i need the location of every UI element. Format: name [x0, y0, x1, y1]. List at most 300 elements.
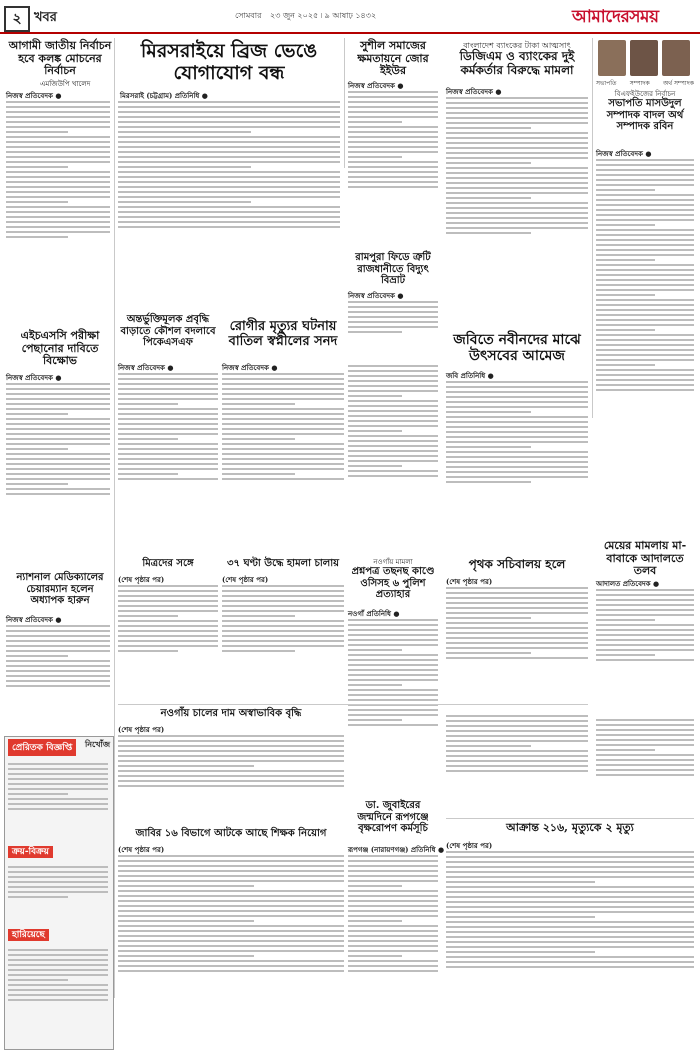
text-line: [348, 935, 438, 937]
text-line: [348, 475, 438, 477]
article-headline: ডিজিএম ও ব্যাংকের দুই কর্মকর্তার বিরুদ্ধে মামলা: [459, 49, 575, 77]
text-line: [446, 851, 694, 853]
text-line: [446, 132, 588, 134]
text-line: [222, 448, 344, 450]
article-body: [348, 298, 438, 356]
text-line: [446, 112, 588, 114]
text-line: [348, 689, 438, 691]
text-line: [348, 679, 438, 681]
text-line: [596, 294, 655, 296]
text-line: [348, 410, 438, 412]
text-line: [596, 289, 694, 291]
text-line: [596, 759, 694, 761]
article-headline: সুশীল সমাজের ক্ষমতায়নে জোর ইইউর: [357, 39, 429, 78]
text-line: [348, 644, 438, 646]
text-line: [348, 860, 438, 862]
text-line: [222, 600, 344, 602]
text-line: [348, 619, 438, 621]
text-line: [222, 433, 344, 435]
text-line: [348, 945, 438, 947]
text-line: [596, 334, 694, 336]
text-line: [118, 126, 340, 128]
text-line: [446, 592, 588, 594]
text-line: [222, 383, 344, 385]
article-byline: আদালত প্রতিবেদক ●: [596, 579, 660, 588]
text-line: [118, 423, 218, 425]
text-line: [446, 192, 588, 194]
text-line: [118, 443, 218, 445]
text-line: [118, 620, 218, 622]
text-line: [118, 378, 218, 380]
text-line: [446, 197, 531, 199]
text-line: [348, 885, 402, 887]
text-line: [446, 760, 588, 762]
masthead-logo: আমাদেরসময়: [572, 7, 659, 27]
text-line: [446, 876, 694, 878]
text-line: [8, 896, 68, 898]
text-line: [6, 186, 110, 188]
text-line: [118, 151, 340, 153]
text-line: [118, 413, 218, 415]
text-line: [596, 284, 694, 286]
text-line: [446, 172, 588, 174]
text-line: [118, 930, 344, 932]
text-line: [118, 610, 218, 612]
text-line: [596, 224, 655, 226]
text-line: [222, 478, 344, 480]
text-line: [118, 595, 218, 597]
text-line: [446, 202, 588, 204]
classified-tag: ক্রয়-বিক্রয়: [8, 846, 53, 858]
text-line: [348, 405, 438, 407]
article-body: [348, 616, 438, 796]
text-line: [348, 186, 438, 188]
text-line: [446, 386, 588, 388]
text-line: [348, 440, 438, 442]
text-line: [446, 107, 588, 109]
text-line: [446, 157, 588, 159]
text-line: [118, 960, 344, 962]
masthead-rule: [0, 32, 700, 34]
text-line: [6, 393, 110, 395]
column-divider: [344, 38, 345, 168]
article-body: [596, 716, 694, 814]
article-byline: নিজস্ব প্রতিবেদক ●: [6, 615, 62, 624]
section-name: খবর: [34, 10, 57, 25]
article-headline: ডা. জুবাইরের জন্মদিনে রূপগঞ্জে বৃক্ষরোপণ কর্মসূচি: [357, 800, 429, 834]
text-line: [348, 875, 438, 877]
text-line: [6, 398, 110, 400]
text-line: [446, 647, 588, 649]
text-line: [6, 126, 110, 128]
article-body: [348, 362, 438, 552]
text-line: [446, 142, 588, 144]
text-line: [348, 649, 402, 651]
column-divider: [592, 38, 593, 418]
text-line: [222, 373, 344, 375]
article-body: [6, 622, 110, 730]
day-label: সোমবার: [235, 11, 262, 20]
photo-caption: সভাপতি: [596, 80, 617, 87]
text-line: [596, 659, 694, 661]
text-line: [596, 299, 694, 301]
text-line: [446, 421, 588, 423]
text-line: [6, 403, 110, 405]
text-line: [6, 111, 110, 113]
text-line: [596, 654, 655, 656]
text-line: [348, 106, 438, 108]
text-line: [118, 428, 218, 430]
article-body: [446, 584, 588, 706]
text-line: [348, 121, 402, 123]
text-line: [222, 393, 344, 395]
text-line: [6, 136, 110, 138]
text-line: [222, 473, 295, 475]
text-line: [596, 739, 694, 741]
text-line: [222, 408, 344, 410]
text-line: [118, 171, 340, 173]
text-line: [6, 383, 110, 385]
text-line: [348, 370, 438, 372]
text-line: [8, 999, 108, 1001]
text-line: [348, 156, 402, 158]
text-line: [348, 435, 438, 437]
text-line: [596, 259, 655, 261]
text-line: [348, 634, 438, 636]
text-line: [596, 764, 694, 766]
text-line: [446, 416, 588, 418]
text-line: [596, 729, 694, 731]
text-line: [222, 428, 344, 430]
text-line: [8, 969, 108, 971]
text-line: [8, 783, 108, 785]
text-line: [118, 780, 344, 782]
text-line: [6, 433, 110, 435]
text-line: [446, 911, 694, 913]
text-line: [118, 468, 218, 470]
text-line: [6, 453, 110, 455]
text-line: [446, 901, 694, 903]
text-line: [118, 955, 254, 957]
lead-headline: মিরসরাইয়ে ব্রিজ ভেঙে যোগাযোগ বন্ধ: [140, 40, 318, 84]
text-line: [348, 91, 438, 93]
text-line: [118, 226, 340, 228]
text-line: [596, 624, 694, 626]
text-line: [446, 725, 588, 727]
article-headline: ন্যাশনাল মেডিক্যালের চেয়ারম্যান হলেন অধ্যাপক হারুন: [16, 572, 104, 606]
text-line: [222, 635, 344, 637]
text-line: [446, 381, 588, 383]
text-line: [596, 204, 694, 206]
text-line: [348, 181, 438, 183]
article-byline: নিজস্ব প্রতিবেদক ●: [596, 149, 652, 158]
text-line: [348, 709, 438, 711]
text-line: [118, 191, 340, 193]
text-line: [348, 415, 438, 417]
text-line: [596, 629, 694, 631]
date-label: ২৩ জুন ২০২৫ ৷ ৯ আষাঢ় ১৪৩২: [270, 11, 377, 20]
article-headline: মিত্রদের সঙ্গে: [142, 558, 194, 569]
text-line: [118, 890, 344, 892]
text-line: [446, 735, 588, 737]
text-line: [348, 301, 438, 303]
text-line: [8, 959, 108, 961]
text-line: [446, 881, 595, 883]
text-line: [596, 189, 655, 191]
text-line: [446, 946, 694, 948]
text-line: [118, 750, 344, 752]
photo-caption: অর্থ সম্পাদক: [662, 80, 694, 87]
text-line: [118, 970, 344, 972]
text-line: [446, 187, 588, 189]
article-headline: অন্তর্ভুক্তিমূলক প্রবৃদ্ধি বাড়াতে কৌশল বদলাবে পিকেএসএফ: [120, 314, 216, 348]
text-line: [118, 216, 340, 218]
text-line: [348, 659, 438, 661]
text-line: [118, 935, 344, 937]
article-headline: নওগাঁয় চালের দাম অস্বাভাবিক বৃদ্ধি: [160, 708, 302, 719]
text-line: [446, 476, 588, 478]
text-line: [118, 383, 218, 385]
text-line: [6, 216, 110, 218]
text-line: [596, 604, 694, 606]
text-line: [596, 174, 694, 176]
text-line: [348, 970, 438, 972]
text-line: [6, 483, 68, 485]
text-line: [222, 413, 344, 415]
text-line: [118, 141, 340, 143]
text-line: [596, 274, 694, 276]
text-line: [348, 96, 438, 98]
text-line: [222, 645, 344, 647]
text-line: [596, 639, 694, 641]
text-line: [348, 905, 438, 907]
text-line: [348, 151, 438, 153]
text-line: [118, 920, 254, 922]
text-line: [596, 169, 694, 171]
text-line: [446, 936, 694, 938]
text-line: [596, 724, 694, 726]
text-line: [8, 989, 108, 991]
text-line: [6, 196, 110, 198]
article-headline: রোগীর মৃত্যুর ঘটনায় বাতিল স্বপ্নীলের সনদ: [228, 319, 338, 349]
text-line: [348, 920, 402, 922]
text-line: [348, 960, 438, 962]
text-line: [348, 331, 402, 333]
text-line: [118, 760, 344, 762]
text-line: [118, 398, 218, 400]
text-line: [6, 468, 110, 470]
text-line: [118, 590, 218, 592]
text-line: [222, 605, 344, 607]
text-line: [348, 420, 438, 422]
text-line: [446, 406, 588, 408]
text-line: [596, 589, 694, 591]
text-line: [118, 478, 218, 480]
text-line: [118, 605, 218, 607]
article-body: [348, 852, 438, 1046]
article-kicker: নওগাঁয় মামলা: [373, 558, 413, 566]
text-line: [118, 945, 344, 947]
text-line: [348, 375, 438, 377]
text-line: [446, 715, 588, 717]
article-byline: (শেষ পৃষ্ঠার পর): [222, 575, 269, 584]
text-line: [446, 652, 531, 654]
text-line: [348, 664, 438, 666]
text-line: [446, 426, 588, 428]
text-line: [596, 209, 694, 211]
text-line: [348, 326, 438, 328]
text-line: [446, 137, 588, 139]
text-line: [446, 916, 595, 918]
text-line: [6, 428, 110, 430]
text-line: [348, 321, 438, 323]
text-line: [8, 964, 108, 966]
text-line: [348, 146, 438, 148]
text-line: [446, 617, 531, 619]
text-line: [118, 418, 218, 420]
text-line: [118, 121, 340, 123]
article-body: [222, 582, 344, 700]
text-line: [118, 915, 344, 917]
text-line: [348, 385, 438, 387]
text-line: [118, 900, 344, 902]
text-line: [118, 870, 344, 872]
text-line: [446, 232, 531, 234]
text-line: [118, 393, 218, 395]
article-byline: জবি প্রতিনিধি ●: [446, 371, 494, 380]
text-line: [596, 219, 694, 221]
text-line: [118, 106, 340, 108]
text-line: [446, 730, 588, 732]
text-line: [222, 630, 344, 632]
text-line: [348, 699, 438, 701]
text-line: [596, 609, 694, 611]
text-line: [596, 734, 694, 736]
text-line: [348, 930, 438, 932]
text-line: [118, 875, 344, 877]
text-line: [348, 895, 438, 897]
text-line: [118, 855, 344, 857]
text-line: [596, 309, 694, 311]
text-line: [8, 949, 108, 951]
article-byline: (শেষ পৃষ্ঠার পর): [446, 577, 493, 586]
text-line: [6, 493, 110, 495]
text-line: [6, 221, 110, 223]
article-byline: মিরসরাই (চট্টগ্রাম) প্রতিনিধি ●: [120, 91, 208, 100]
text-line: [6, 660, 110, 662]
text-line: [446, 891, 694, 893]
text-line: [222, 625, 344, 627]
text-line: [118, 438, 178, 440]
text-line: [118, 473, 178, 475]
text-line: [118, 965, 344, 967]
text-line: [222, 418, 344, 420]
text-line: [596, 199, 694, 201]
text-line: [348, 390, 438, 392]
text-line: [596, 359, 694, 361]
text-line: [348, 900, 438, 902]
text-line: [596, 264, 694, 266]
text-line: [6, 418, 110, 420]
article-byline: (শেষ পৃষ্ঠার পর): [118, 575, 165, 584]
text-line: [118, 925, 344, 927]
text-line: [446, 861, 694, 863]
text-line: [446, 871, 694, 873]
text-line: [8, 808, 108, 810]
text-line: [6, 231, 110, 233]
text-line: [118, 650, 178, 652]
text-line: [596, 159, 694, 161]
text-line: [446, 431, 588, 433]
text-line: [222, 590, 344, 592]
text-line: [348, 880, 438, 882]
classifieds-panel: [4, 736, 114, 1050]
text-line: [446, 587, 588, 589]
text-line: [118, 600, 218, 602]
text-line: [118, 740, 344, 742]
text-line: [348, 465, 402, 467]
text-line: [8, 803, 108, 805]
text-line: [118, 186, 340, 188]
text-line: [118, 745, 344, 747]
text-line: [348, 455, 438, 457]
text-line: [596, 214, 694, 216]
text-line: [118, 770, 344, 772]
text-line: [222, 453, 344, 455]
text-line: [348, 674, 438, 676]
text-line: [6, 226, 110, 228]
text-line: [596, 769, 694, 771]
text-line: [118, 880, 344, 882]
text-line: [446, 127, 531, 129]
text-line: [6, 166, 68, 168]
text-line: [348, 141, 438, 143]
text-line: [596, 249, 694, 251]
text-line: [118, 408, 218, 410]
article-kicker: বাংলাদেশ ব্যাংকের টাকা আত্মসাৎ: [463, 41, 571, 50]
text-line: [596, 749, 655, 751]
section-divider: [446, 818, 694, 819]
text-line: [596, 619, 655, 621]
article-byline: রূপগঞ্জ (নারায়ণগঞ্জ) প্রতিনিধি ●: [348, 845, 445, 854]
text-line: [446, 122, 588, 124]
text-line: [596, 344, 694, 346]
photo-caption: সম্পাদক: [629, 80, 650, 87]
text-line: [118, 161, 340, 163]
text-line: [6, 106, 110, 108]
text-line: [118, 146, 340, 148]
text-line: [446, 770, 588, 772]
section-divider: [118, 704, 588, 705]
text-line: [348, 694, 438, 696]
text-line: [348, 311, 438, 313]
text-line: [6, 463, 110, 465]
text-line: [6, 191, 110, 193]
text-line: [596, 774, 694, 776]
text-line: [348, 910, 438, 912]
text-line: [6, 211, 110, 213]
text-line: [446, 921, 694, 923]
text-line: [348, 166, 438, 168]
text-line: [446, 896, 694, 898]
text-line: [6, 423, 110, 425]
text-line: [446, 951, 595, 953]
text-line: [222, 398, 344, 400]
text-line: [446, 622, 588, 624]
text-line: [348, 126, 438, 128]
text-line: [8, 773, 108, 775]
text-line: [6, 171, 110, 173]
